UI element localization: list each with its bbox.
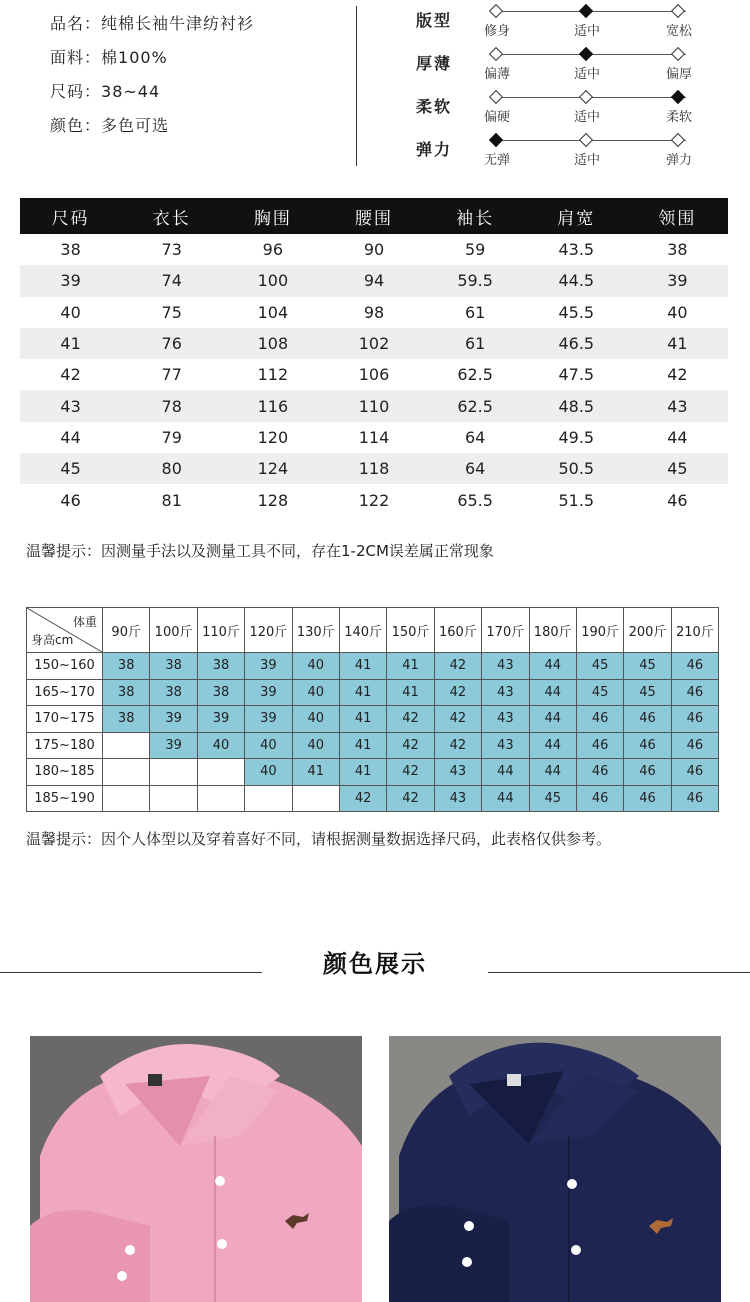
weight-header-cell: 150斤	[387, 608, 434, 653]
recommended-size-cell: 38	[103, 706, 150, 733]
measurement-tip: 温馨提示：因测量手法以及测量工具不同，存在1-2CM误差属正常现象	[26, 542, 494, 560]
size-cell: 102	[323, 328, 424, 359]
size-header-cell: 衣长	[121, 198, 222, 234]
size-cell: 114	[358, 427, 390, 447]
size-cell: 94	[323, 265, 424, 296]
size-cell: 96	[262, 240, 284, 260]
size-cell: 110	[323, 390, 424, 421]
recommended-size-cell: 46	[624, 732, 671, 759]
recommended-size-cell: 38	[103, 653, 150, 680]
recommended-size-cell: 39	[150, 706, 197, 733]
size-cell: 40	[667, 302, 688, 322]
size-header-cell: 胸围	[222, 198, 323, 234]
weight-height-body	[27, 653, 719, 812]
weight-header-cell: 140斤	[339, 608, 386, 653]
recommended-size-cell: 43	[482, 732, 529, 759]
color-section-title: 颜色展示	[323, 950, 427, 978]
recommended-size-cell: 42	[387, 732, 434, 759]
scale-label: 适中	[574, 67, 601, 82]
scale-label: 无弹	[484, 153, 511, 168]
recommended-size-cell: 44	[529, 653, 576, 680]
recommended-size-cell	[197, 785, 244, 812]
recommended-size-cell: 39	[245, 706, 292, 733]
size-cell: 77	[161, 365, 182, 385]
recommended-size-cell: 46	[671, 732, 718, 759]
color-row	[50, 114, 254, 148]
recommended-size-cell: 42	[387, 759, 434, 786]
corner-height-label: 身高cm	[31, 633, 74, 647]
recommended-size-cell: 45	[624, 653, 671, 680]
scale-dot-selected	[671, 90, 685, 104]
size-cell: 120	[257, 427, 289, 447]
recommended-size-cell: 41	[292, 759, 339, 786]
recommended-size-cell	[150, 785, 197, 812]
scale-label: 修身	[484, 24, 511, 39]
attribute-name: 版型	[416, 11, 453, 30]
recommended-size-cell: 38	[197, 653, 244, 680]
table-row	[20, 234, 728, 265]
weight-header-cell: 120斤	[245, 608, 292, 653]
recommended-size-cell: 46	[624, 785, 671, 812]
recommended-size-cell: 41	[339, 653, 386, 680]
recommended-size-cell: 41	[387, 653, 434, 680]
recommended-size-cell: 46	[576, 759, 623, 786]
recommended-size-cell: 38	[150, 653, 197, 680]
recommended-size-cell: 39	[150, 732, 197, 759]
size-header-cell: 肩宽	[526, 198, 627, 234]
product-name-label: 品名：	[50, 14, 102, 33]
size-cell: 43	[627, 390, 728, 421]
size-cell: 106	[358, 365, 390, 385]
table-row	[20, 453, 728, 484]
recommended-size-cell: 38	[197, 679, 244, 706]
recommended-size-cell: 43	[434, 759, 481, 786]
recommended-size-cell: 41	[339, 759, 386, 786]
size-cell: 41	[20, 328, 121, 359]
recommended-size-cell: 44	[529, 679, 576, 706]
recommended-size-cell: 42	[434, 679, 481, 706]
scale-dot	[489, 4, 503, 18]
recommended-size-cell: 44	[529, 759, 576, 786]
recommended-size-cell: 42	[434, 732, 481, 759]
scale-label: 适中	[574, 24, 601, 39]
size-cell: 112	[257, 365, 289, 385]
size-cell: 38	[60, 240, 81, 260]
pink-shirt-image	[30, 1036, 362, 1302]
size-cell: 42	[667, 365, 688, 385]
size-cell: 122	[358, 490, 390, 510]
attribute-scales	[416, 6, 736, 178]
scale-label: 偏硬	[484, 110, 511, 125]
section-line-right	[488, 972, 750, 973]
size-cell: 108	[222, 328, 323, 359]
scale-dot	[671, 4, 685, 18]
recommended-size-cell: 44	[529, 732, 576, 759]
attribute-name: 弹力	[416, 140, 453, 159]
size-header-cell: 腰围	[323, 198, 424, 234]
weight-header-row	[27, 608, 719, 653]
size-cell: 47.5	[558, 365, 595, 385]
size-label: 尺码：	[50, 82, 102, 101]
size-cell: 44	[60, 427, 81, 447]
size-cell: 45.5	[558, 302, 595, 322]
size-cell: 40	[60, 302, 81, 322]
attribute-scale	[416, 49, 736, 92]
size-cell: 81	[161, 490, 182, 510]
height-cell: 170~175	[27, 706, 103, 733]
recommended-size-cell	[197, 759, 244, 786]
product-name-row	[50, 12, 254, 46]
navy-shirt-image	[389, 1036, 721, 1302]
recommended-size-cell	[150, 759, 197, 786]
recommended-size-cell: 44	[529, 706, 576, 733]
weight-height-table	[26, 607, 719, 812]
table-row	[27, 706, 719, 733]
size-cell: 104	[257, 302, 289, 322]
size-cell: 49.5	[558, 427, 595, 447]
recommended-size-cell: 39	[245, 653, 292, 680]
recommended-size-cell: 40	[292, 732, 339, 759]
size-cell: 50.5	[526, 453, 627, 484]
table-row	[20, 328, 728, 359]
recommended-size-cell: 41	[339, 679, 386, 706]
size-cell: 44	[667, 427, 688, 447]
recommended-size-cell: 44	[482, 759, 529, 786]
table-row	[20, 390, 728, 421]
size-cell: 41	[627, 328, 728, 359]
recommended-size-cell: 46	[671, 653, 718, 680]
size-cell: 45	[20, 453, 121, 484]
size-table-header	[20, 198, 728, 234]
size-cell: 124	[222, 453, 323, 484]
size-cell: 43.5	[558, 240, 595, 260]
recommended-size-cell: 43	[482, 706, 529, 733]
recommended-size-cell: 42	[387, 785, 434, 812]
size-cell: 44.5	[526, 265, 627, 296]
recommended-size-cell: 46	[624, 759, 671, 786]
info-divider	[356, 6, 357, 166]
scale-label: 偏薄	[484, 67, 511, 82]
weight-header-cell: 180斤	[529, 608, 576, 653]
recommended-size-cell: 41	[339, 732, 386, 759]
recommended-size-cell: 39	[197, 706, 244, 733]
product-name: 纯棉长袖牛津纺衬衫	[101, 14, 255, 33]
height-cell: 185~190	[27, 785, 103, 812]
table-row	[27, 759, 719, 786]
size-cell: 43	[20, 390, 121, 421]
size-range-value: 38~44	[101, 82, 161, 101]
table-corner	[27, 608, 103, 653]
size-row	[50, 80, 254, 114]
recommended-size-cell: 45	[576, 679, 623, 706]
product-info	[50, 12, 254, 148]
attribute-scale	[416, 92, 736, 135]
table-row	[27, 679, 719, 706]
scale-label: 适中	[574, 110, 601, 125]
recommended-size-cell: 38	[150, 679, 197, 706]
recommended-size-cell	[103, 732, 150, 759]
recommended-size-cell: 42	[387, 706, 434, 733]
recommended-size-cell: 44	[482, 785, 529, 812]
size-cell: 128	[257, 490, 289, 510]
recommended-size-cell: 45	[529, 785, 576, 812]
scale-dot	[671, 133, 685, 147]
recommended-size-cell: 46	[576, 785, 623, 812]
recommended-size-cell: 46	[671, 759, 718, 786]
weight-header-cell: 160斤	[434, 608, 481, 653]
recommended-size-cell: 46	[671, 679, 718, 706]
recommended-size-cell: 40	[292, 679, 339, 706]
recommended-size-cell: 40	[197, 732, 244, 759]
size-cell: 59	[464, 240, 486, 260]
table-row	[20, 297, 728, 328]
size-cell: 100	[222, 265, 323, 296]
fabric-value: 棉100%	[101, 48, 168, 67]
recommended-size-cell: 43	[482, 653, 529, 680]
recommended-size-cell: 41	[387, 679, 434, 706]
size-cell: 64	[464, 427, 486, 447]
recommended-size-cell: 45	[624, 679, 671, 706]
weight-header-cell: 90斤	[103, 608, 150, 653]
recommended-size-cell: 46	[576, 706, 623, 733]
size-cell: 64	[425, 453, 526, 484]
scale-dot-selected	[579, 47, 593, 61]
size-table	[20, 198, 728, 516]
table-row	[27, 732, 719, 759]
scale-label: 适中	[574, 153, 601, 168]
size-cell: 74	[121, 265, 222, 296]
size-header-cell: 尺码	[20, 198, 121, 234]
size-cell: 39	[20, 265, 121, 296]
recommended-size-cell: 46	[671, 785, 718, 812]
size-cell: 116	[222, 390, 323, 421]
recommended-size-cell: 38	[103, 679, 150, 706]
recommended-size-cell: 40	[292, 653, 339, 680]
recommended-size-cell: 45	[576, 653, 623, 680]
table-row	[20, 265, 728, 296]
color-value: 多色可选	[101, 116, 170, 135]
scale-dot	[489, 90, 503, 104]
color-label: 颜色：	[50, 116, 102, 135]
size-cell: 90	[363, 240, 385, 260]
recommended-size-cell: 43	[482, 679, 529, 706]
size-header-cell: 袖长	[425, 198, 526, 234]
scale-dot	[489, 47, 503, 61]
height-cell: 150~160	[27, 653, 103, 680]
size-cell: 46.5	[526, 328, 627, 359]
size-cell: 98	[363, 302, 385, 322]
recommended-size-cell	[292, 785, 339, 812]
recommended-size-cell: 42	[339, 785, 386, 812]
recommended-size-cell: 39	[245, 679, 292, 706]
attribute-name: 柔软	[416, 97, 453, 116]
navy-shirt-photo	[389, 1036, 721, 1302]
size-cell: 65.5	[457, 490, 493, 510]
reference-tip: 温馨提示：因个人体型以及穿着喜好不同，请根据测量数据选择尺码，此表格仅供参考。	[26, 830, 612, 848]
size-cell: 75	[161, 302, 182, 322]
attribute-scale	[416, 6, 736, 49]
size-cell: 62.5	[425, 390, 526, 421]
recommended-size-cell: 40	[245, 759, 292, 786]
height-cell: 165~170	[27, 679, 103, 706]
scale-dot	[579, 90, 593, 104]
weight-header-cell: 100斤	[150, 608, 197, 653]
recommended-size-cell: 40	[292, 706, 339, 733]
size-cell: 42	[60, 365, 81, 385]
weight-header-cell: 170斤	[482, 608, 529, 653]
recommended-size-cell: 41	[339, 706, 386, 733]
recommended-size-cell: 42	[434, 706, 481, 733]
size-cell: 39	[627, 265, 728, 296]
recommended-size-cell	[103, 759, 150, 786]
attribute-name: 厚薄	[416, 54, 453, 73]
weight-header-cell: 110斤	[197, 608, 244, 653]
recommended-size-cell: 46	[624, 706, 671, 733]
weight-header-cell: 210斤	[671, 608, 718, 653]
corner-weight-label: 体重	[72, 615, 97, 629]
fabric-row	[50, 46, 254, 80]
recommended-size-cell: 46	[671, 706, 718, 733]
size-cell: 62.5	[457, 365, 493, 385]
height-cell: 175~180	[27, 732, 103, 759]
table-row	[20, 484, 728, 515]
weight-header-cell: 200斤	[624, 608, 671, 653]
scale-dot-selected	[579, 4, 593, 18]
scale-label: 偏厚	[666, 67, 693, 82]
size-cell: 45	[627, 453, 728, 484]
size-cell: 79	[161, 427, 182, 447]
size-cell: 51.5	[558, 490, 595, 510]
recommended-size-cell: 40	[245, 732, 292, 759]
weight-header-cell: 190斤	[576, 608, 623, 653]
size-cell: 78	[121, 390, 222, 421]
scale-dot-selected	[489, 133, 503, 147]
recommended-size-cell	[103, 785, 150, 812]
size-cell: 76	[121, 328, 222, 359]
recommended-size-cell: 42	[434, 653, 481, 680]
size-cell: 48.5	[526, 390, 627, 421]
size-cell: 61	[464, 302, 486, 322]
size-cell: 118	[323, 453, 424, 484]
pink-shirt-photo	[30, 1036, 362, 1302]
scale-label: 宽松	[666, 24, 693, 39]
size-cell: 59.5	[425, 265, 526, 296]
size-cell: 46	[667, 490, 688, 510]
attribute-scale	[416, 135, 736, 178]
recommended-size-cell: 46	[576, 732, 623, 759]
scale-dot	[579, 133, 593, 147]
table-row	[27, 785, 719, 812]
size-header-cell: 领围	[627, 198, 728, 234]
table-row	[27, 653, 719, 680]
weight-header-cell: 130斤	[292, 608, 339, 653]
scale-label: 弹力	[666, 153, 693, 168]
height-cell: 180~185	[27, 759, 103, 786]
scale-dot	[671, 47, 685, 61]
size-cell: 80	[121, 453, 222, 484]
table-row	[20, 359, 728, 390]
fabric-label: 面料：	[50, 48, 102, 67]
size-cell: 38	[667, 240, 688, 260]
size-cell: 46	[60, 490, 81, 510]
scale-label: 柔软	[666, 110, 693, 125]
size-table-body	[20, 234, 728, 516]
table-row	[20, 422, 728, 453]
recommended-size-cell: 43	[434, 785, 481, 812]
recommended-size-cell	[245, 785, 292, 812]
size-cell: 73	[161, 240, 182, 260]
size-cell: 61	[425, 328, 526, 359]
